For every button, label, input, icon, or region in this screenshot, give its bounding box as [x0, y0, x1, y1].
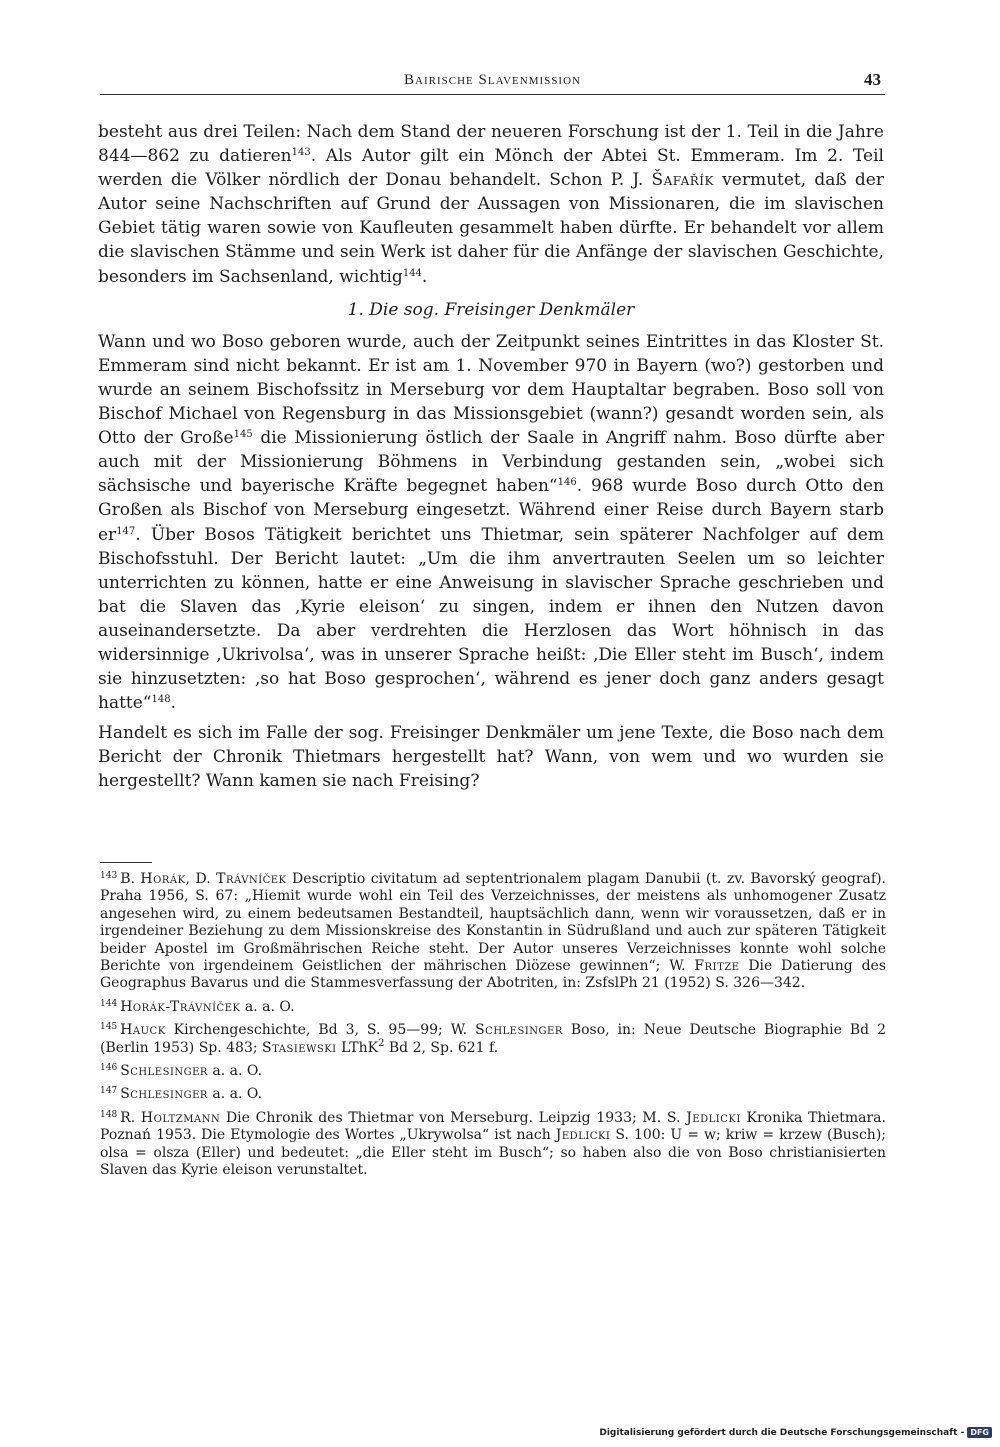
section-heading: 1. Die sog. Freisinger Denkmäler — [347, 299, 635, 320]
footnote-148: $^{148}$ R. Holtzmann Die Chronik des Thietmar von Merseburg. Leipzig 1933; M. S. Jedlicki Kronika Thietmara. Poznań 1953. Die Etymologie des Wortes „Ukrywolsa“ ist nach Jedlicki S. 100: U = w; kriw = krzew (Busch); olsa = olsza (Eller) und bedeutet: „die Eller steht im Busch“; so haben also die von Boso christianisierten Slaven das Kyrie eleison verunstaltet. — [100, 1109, 886, 1179]
footnote-ref[interactable]: 147 — [116, 525, 136, 537]
credit-text: Digitalisierung gefördert durch die Deutsche Forschungsgemeinschaft - — [599, 1427, 965, 1438]
footnote-ref[interactable]: 148 — [151, 694, 171, 706]
paragraph-3: Handelt es sich im Falle der sog. Freisinger Denkmäler um jene Texte, die Boso nach dem Bericht der Chronik Thietmars hergestellt hat? Wann, von wem und wo wurden sie hergestellt? Wann kamen sie nach Freising? — [98, 723, 884, 792]
footnotes — [100, 871, 886, 1186]
main-text — [98, 120, 884, 794]
digitization-credit — [599, 1427, 992, 1438]
footnote-ref[interactable]: 146 — [557, 477, 577, 489]
footnote-divider — [100, 862, 152, 863]
paragraph-2: Wann und wo Boso geboren wurde, auch der Zeitpunkt seines Eintrittes in das Kloster St. Emmeram sind nicht bekannt. Er ist am 1. November 970 in Bayern (wo?) gestorben und wurde an seinem Bischofssitz in Merseburg vor dem Hauptaltar begraben. Boso soll von Bischof Michael von Regensburg in das Missionsgebiet (wann?) gesandt worden sein, als Otto der Große$^{145}$ die Missionierung östlich der Saale in Angriff nahm. Boso dürfte aber auch mit der Missionierung Böhmens in Verbindung gestanden sein, „wobei sich sächsische und bayerische Kräfte begegnet haben“$^{146}$. 968 wurde Boso durch Otto den Großen als Bischof von Merseburg eingesetzt. Während einer Reise durch Bayern starb $er^{147}$. Über Bosos Tätigkeit berichtet uns Thietmar, sein späterer Nachfolger auf dem Bischofsstuhl. Der Bericht lautet: „Um die ihm anvertrauten Seelen um so leichter unterrichten zu können, hatte er eine Anweisung in slavischer Sprache geschrieben und bat die Slaven das ‚Kyrie eleison‘ zu singen, indem er ihnen den Nutzen davon auseinandersetzte. Da aber verdrehten die Herzlosen das Wort höhnisch in das widersinnige ‚Ukrivolsa‘, was in unserer Sprache heißt: ‚Die Eller steht im Busch‘, indem sie hinzusetzten: ‚so hat Boso gesprochen‘, während es jener doch ganz anders gesagt hatte“$^{148}$. — [98, 331, 884, 714]
page-number: 43 — [864, 70, 881, 89]
footnote-144: $^{144}$ Horák-Trávníček a. a. O. — [100, 998, 295, 1015]
paragraph-1: besteht aus drei Teilen: Nach dem Stand der neueren Forschung ist der 1. Teil in die Jahre 844—862 zu datieren$^{143}$. Als Autor gilt ein Mönch der Abtei St. Emmeram. Im 2. Teil werden die Völker nördlich der Donau behandelt. Schon P. J. Šafařík vermutet, daß der Autor seine Nachschriften auf Grund der Aussagen von Missionaren, die im slavischen Gebiet tätig waren sowie von Kaufleuten gesammelt haben dürfte. Er behandelt vor allem die slavischen Stämme und sein Werk ist daher für die Anfänge der slavischen Geschichte, besonders im Sachsenland, wichtig$^{144}$. — [98, 122, 884, 287]
footnote-ref[interactable]: 145 — [233, 429, 253, 441]
footnote-ref[interactable]: 143 — [291, 147, 311, 159]
page-header — [100, 68, 885, 95]
footnote-ref[interactable]: 144 — [402, 267, 422, 279]
footnote-147: $^{147}$ Schlesinger a. a. O. — [100, 1086, 263, 1103]
dfg-logo-icon: DFG — [967, 1427, 992, 1438]
footnote-145: $^{145}$ Hauck Kirchengeschichte, Bd 3, S. 95—99; W. Schlesinger Boso, in: Neue Deutsche Biographie Bd 2 (Berlin 1953) Sp. 483; Stasiewski LThK$^2$ Bd 2, Sp. 621 f. — [100, 1022, 886, 1056]
running-head: Bairische Slavenmission — [404, 72, 581, 88]
footnote-143: $^{143}$ B. Horák, D. Trávníček Descriptio civitatum ad septentrionalem plagam Danubii (t. zv. Bavorský geograf). Praha 1956, S. 67: „Hiemit wurde wohl ein Teil des Verzeichnisses, der meistens als unhomogener Zusatz angesehen wird, zu einem bedeutsamen Bestandteil, hauptsächlich dann, wenn wir voraussetzen, daß er in irgendeiner Beziehung zu dem Missionskreise des Konstantin in Südrußland und auch zur späteren Tätigkeit beider Apostel im Großmährischen Reiche steht. Der Autor unseres Verzeichnisses konnte wohl solche Berichte von irgendeinem Geistlichen der mährischen Diözese gewinnen“; W. Fritze Die Datierung des Geographus Bavarus und die Stammesverfassung der Abotriten, in: ZsfslPh 21 (1952) S. 326—342. — [100, 871, 886, 992]
footnote-146: $^{146}$ Schlesinger a. a. O. — [100, 1063, 263, 1080]
